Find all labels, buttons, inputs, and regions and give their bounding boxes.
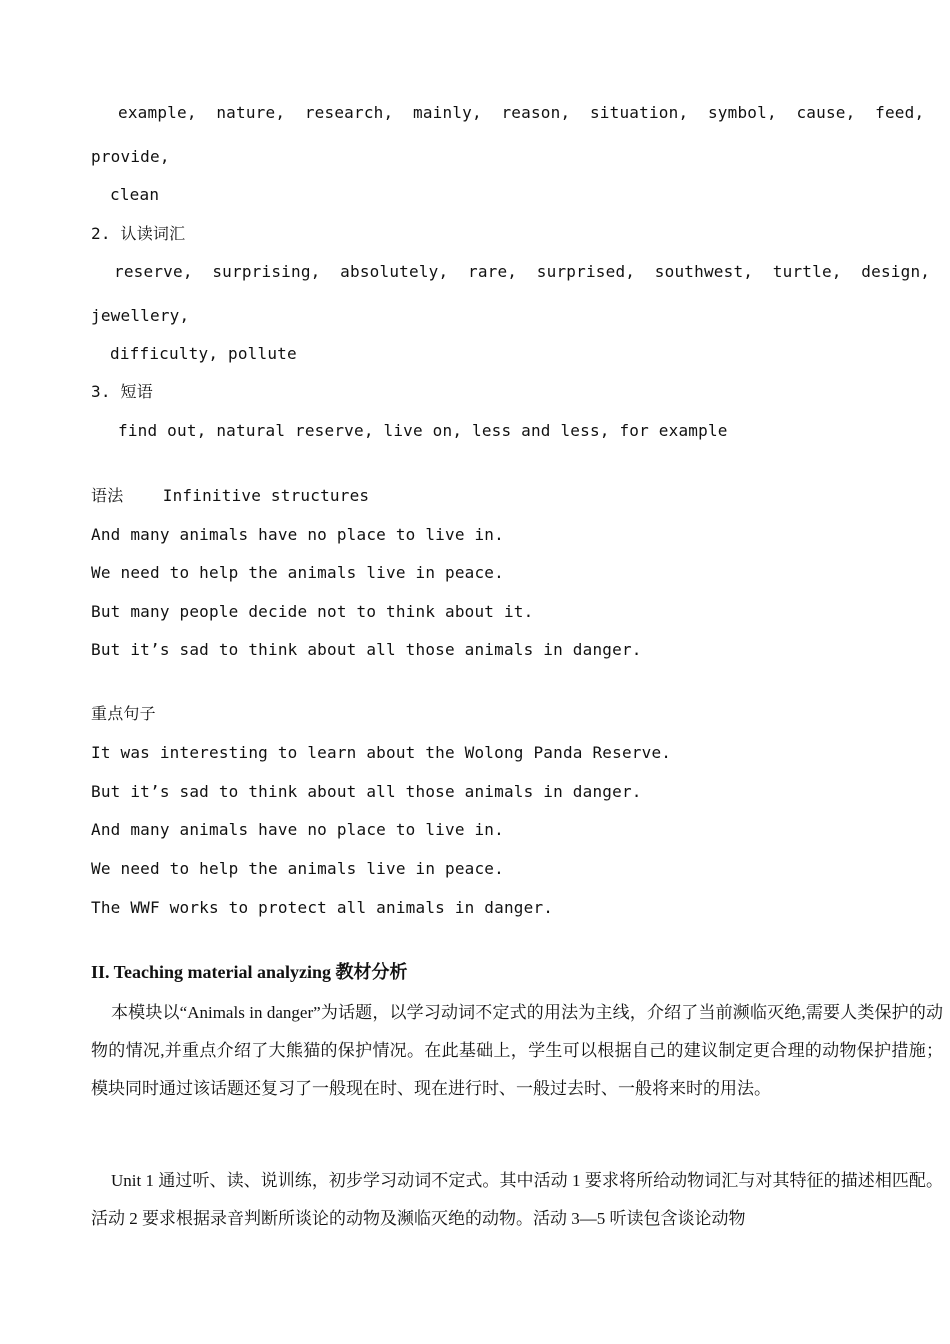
phrases-line-1: find out, natural reserve, live on, less and less, for example: [118, 421, 728, 440]
vocab-core-line-1: example, nature, research, mainly, reason, situation, symbol, cause, feed,: [118, 103, 925, 122]
analysis-paragraph-1: 本模块以“Animals in danger”为话题，以学习动词不定式的用法为主线，介绍了当前濒临灭绝,需要人类保护的动物的情况,并重点介绍了大熊猫的保护情况。在此基础上，学生可以根据自己的建议制定更合理的动物保护措施；模块同时通过该话题还复习了一般现在时、现在进行时、一般过去时、一般将来时的用法。: [91, 1003, 943, 1098]
grammar-sentence: But it’s sad to think about all those animals in danger.: [91, 640, 642, 659]
phrases-heading: 3. 短语: [91, 382, 153, 401]
vocab-recognize-line-3: difficulty, pollute: [110, 344, 297, 363]
key-sentence: We need to help the animals live in peace.: [91, 859, 504, 878]
vocab-core-line-3: clean: [110, 185, 160, 204]
grammar-sentence: We need to help the animals live in peace.: [91, 563, 504, 582]
key-sentence: The WWF works to protect all animals in danger.: [91, 898, 554, 917]
grammar-sentence: But many people decide not to think about it.: [91, 602, 534, 621]
key-sentence: And many animals have no place to live in.: [91, 820, 504, 839]
grammar-heading: [91, 486, 369, 506]
analysis-paragraph-2: Unit 1 通过听、读、说训练，初步学习动词不定式。其中活动 1 要求将所给动物词汇与对其特征的描述相匹配。活动 2 要求根据录音判断所谈论的动物及濒临灭绝的动物。活动 3—5 听读包含谈论动物: [91, 1171, 943, 1228]
grammar-sentence: And many animals have no place to live in.: [91, 525, 504, 544]
vocab-recognize-line-2: jewellery,: [91, 306, 190, 325]
grammar-heading-en: Infinitive structures: [162, 486, 370, 505]
key-sentence: But it’s sad to think about all those animals in danger.: [91, 782, 642, 801]
key-sentences-heading: 重点句子: [91, 704, 156, 723]
key-sentence: It was interesting to learn about the Wolong Panda Reserve.: [91, 743, 672, 762]
vocab-core-line-2: provide,: [91, 147, 170, 166]
vocab-recognize-heading: 2. 认读词汇: [91, 224, 186, 243]
analysis-heading: II. Teaching material analyzing 教材分析: [91, 962, 408, 982]
vocab-recognize-line-1: reserve, surprising, absolutely, rare, surprised, southwest, turtle, design,: [114, 262, 931, 281]
grammar-heading-cn: 语法: [91, 486, 124, 505]
